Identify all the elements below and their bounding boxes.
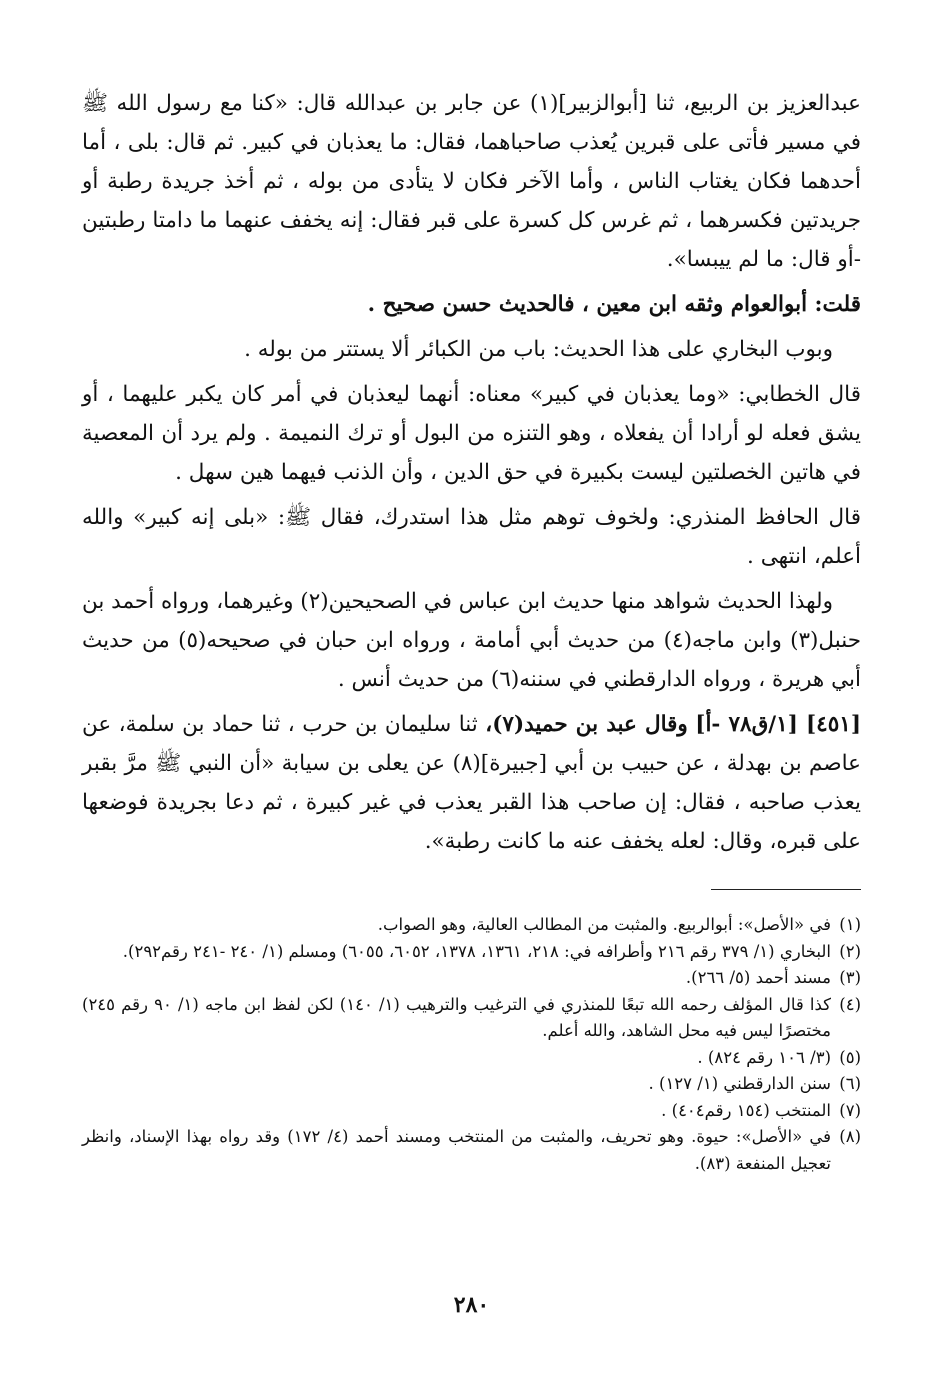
- hadith-narrator: وقال عبد بن حميد(٧)،: [485, 712, 688, 737]
- footnote-item: [82, 912, 861, 939]
- footnote-text: البخاري (١/ ٣٧٩ رقم ٢١٦ وأطرافه في: ٢١٨، ١٣٦١، ١٣٧٨، ٦٠٥٢، ٦٠٥٥) ومسلم (١/ ٢٤٠ -٢٤١ رقم٢٩٢).: [122, 941, 831, 961]
- hadith-chain-and-text: ثنا سليمان بن حرب ، ثنا حماد بن سلمة، عن عاصم بن بهدلة ، عن حبيب بن أبي [جبيرة](٨) عن يعلى بن سيابة «أن النبي ﷺ مرَّ بقبر يعذب صاحبه ، فقال: إن صاحب هذا القبر يعذب في غير كبيرة ، ثم دعا بجريدة فوضعها على قبره، وقال: لعله يخفف عنه ما كانت رطبة».: [82, 712, 861, 854]
- footnote-text: في «الأصل»: حيوة. وهو تحريف، والمثبت من المنتخب ومسند أحمد (٤/ ١٧٢) وقد رواه بهذا الإسناد، وانظر تعجيل المنفعة (٨٣).: [82, 1127, 831, 1173]
- paragraph-khattabi: قال الخطابي: «وما يعذبان في كبير» معناه: أنهما ليعذبان في أمر كان يكبر عليهما ، أو يشق فعله لو أرادا أن يفعلاه ، وهو التنزه من البول أو ترك النميمة . ولم يرد أن المعصية في هاتين الخصلتين ليست بكبيرة في حق الدين ، وأن الذنب فيهما هين سهل .: [82, 382, 861, 485]
- footnote-text: كذا قال المؤلف رحمه الله تبعًا للمنذري في الترغيب والترهيب (١/ ١٤٠) لكن لفظ ابن ماجه (١/ ٩٠ رقم ٢٤٥) مختصرًا ليس فيه محل الشاهد، والله أعلم.: [82, 994, 832, 1040]
- footnote-item: [82, 939, 861, 966]
- footnote-number: (١): [839, 915, 861, 934]
- paragraph-hadith-451: [82, 705, 861, 861]
- footnote-item: [82, 965, 861, 992]
- footnote-number: (٢): [839, 941, 861, 961]
- paragraph-author-comment: قلت: أبوالعوام وثقه ابن معين ، فالحديث حسن صحيح .: [367, 292, 861, 317]
- footnote-divider: [711, 889, 861, 890]
- paragraph-supporting-narrations: ولهذا الحديث شواهد منها حديث ابن عباس في الصحيحين(٢) وغيرهما، ورواه أحمد بن حنبل(٣) وابن ماجه(٤) من حديث أبي أمامة ، ورواه ابن حبان في صحيحه(٥) من حديث أبي هريرة ، ورواه الدارقطني في سننه(٦) من حديث أنس .: [82, 589, 861, 692]
- footnote-text: سنن الدارقطني (١/ ١٢٧) .: [648, 1074, 831, 1093]
- footnote-number: (٤): [839, 994, 861, 1014]
- footnote-item: [82, 1071, 861, 1098]
- footnote-number: (٣): [839, 968, 861, 987]
- page-number: ٢٨٠: [453, 1292, 490, 1318]
- footnote-text: مسند أحمد (٥/ ٢٦٦).: [685, 968, 831, 987]
- paragraph-hadith-text: عبدالعزيز بن الربيع، ثنا [أبوالزبير](١) عن جابر بن عبدالله قال: «كنا مع رسول الله ﷺ في مسير فأتى على قبرين يُعذب صاحباهما، فقال: ما يعذبان في كبير. ثم قال: بلى ، أما أحدهما فكان يغتاب الناس ، وأما الآخر فكان لا يتأدى من بوله ، ثم أخذ جريدة رطبة أو جريدتين فكسرهما ، ثم غرس كل كسرة على قبر فقال: إنه يخفف عنهما ما دامتا رطبتين -أو قال: ما لم ييبسا».: [82, 91, 862, 272]
- footnote-item: [82, 1098, 861, 1125]
- footnote-text: (٣/ ١٠٦ رقم ٨٢٤) .: [697, 1047, 831, 1067]
- paragraph-bukhari-chapter: وبوب البخاري على هذا الحديث: باب من الكبائر ألا يستتر من بوله .: [244, 337, 833, 362]
- footnote-number: (٥): [839, 1047, 861, 1067]
- hadith-number: [٤٥١] [١/ق٧٨ -أ]: [695, 712, 862, 737]
- footnote-item: [82, 1045, 861, 1072]
- paragraph-mundhiri: قال الحافظ المنذري: ولخوف توهم مثل هذا استدرك، فقال ﷺ: «بلى إنه كبير» والله أعلم، انتهى .: [82, 505, 861, 569]
- footnote-list: [82, 912, 861, 1177]
- footnote-text: المنتخب (١٥٤ رقم٤٠٤) .: [661, 1100, 831, 1120]
- footnote-text: في «الأصل»: أبوالربيع. والمثبت من المطالب العالية، وهو الصواب.: [377, 915, 831, 934]
- footnote-number: (٦): [839, 1074, 861, 1093]
- footnote-item: [82, 992, 861, 1045]
- footnote-number: (٧): [839, 1100, 861, 1120]
- footnote-number: (٨): [839, 1127, 861, 1146]
- footnote-item: [82, 1124, 861, 1177]
